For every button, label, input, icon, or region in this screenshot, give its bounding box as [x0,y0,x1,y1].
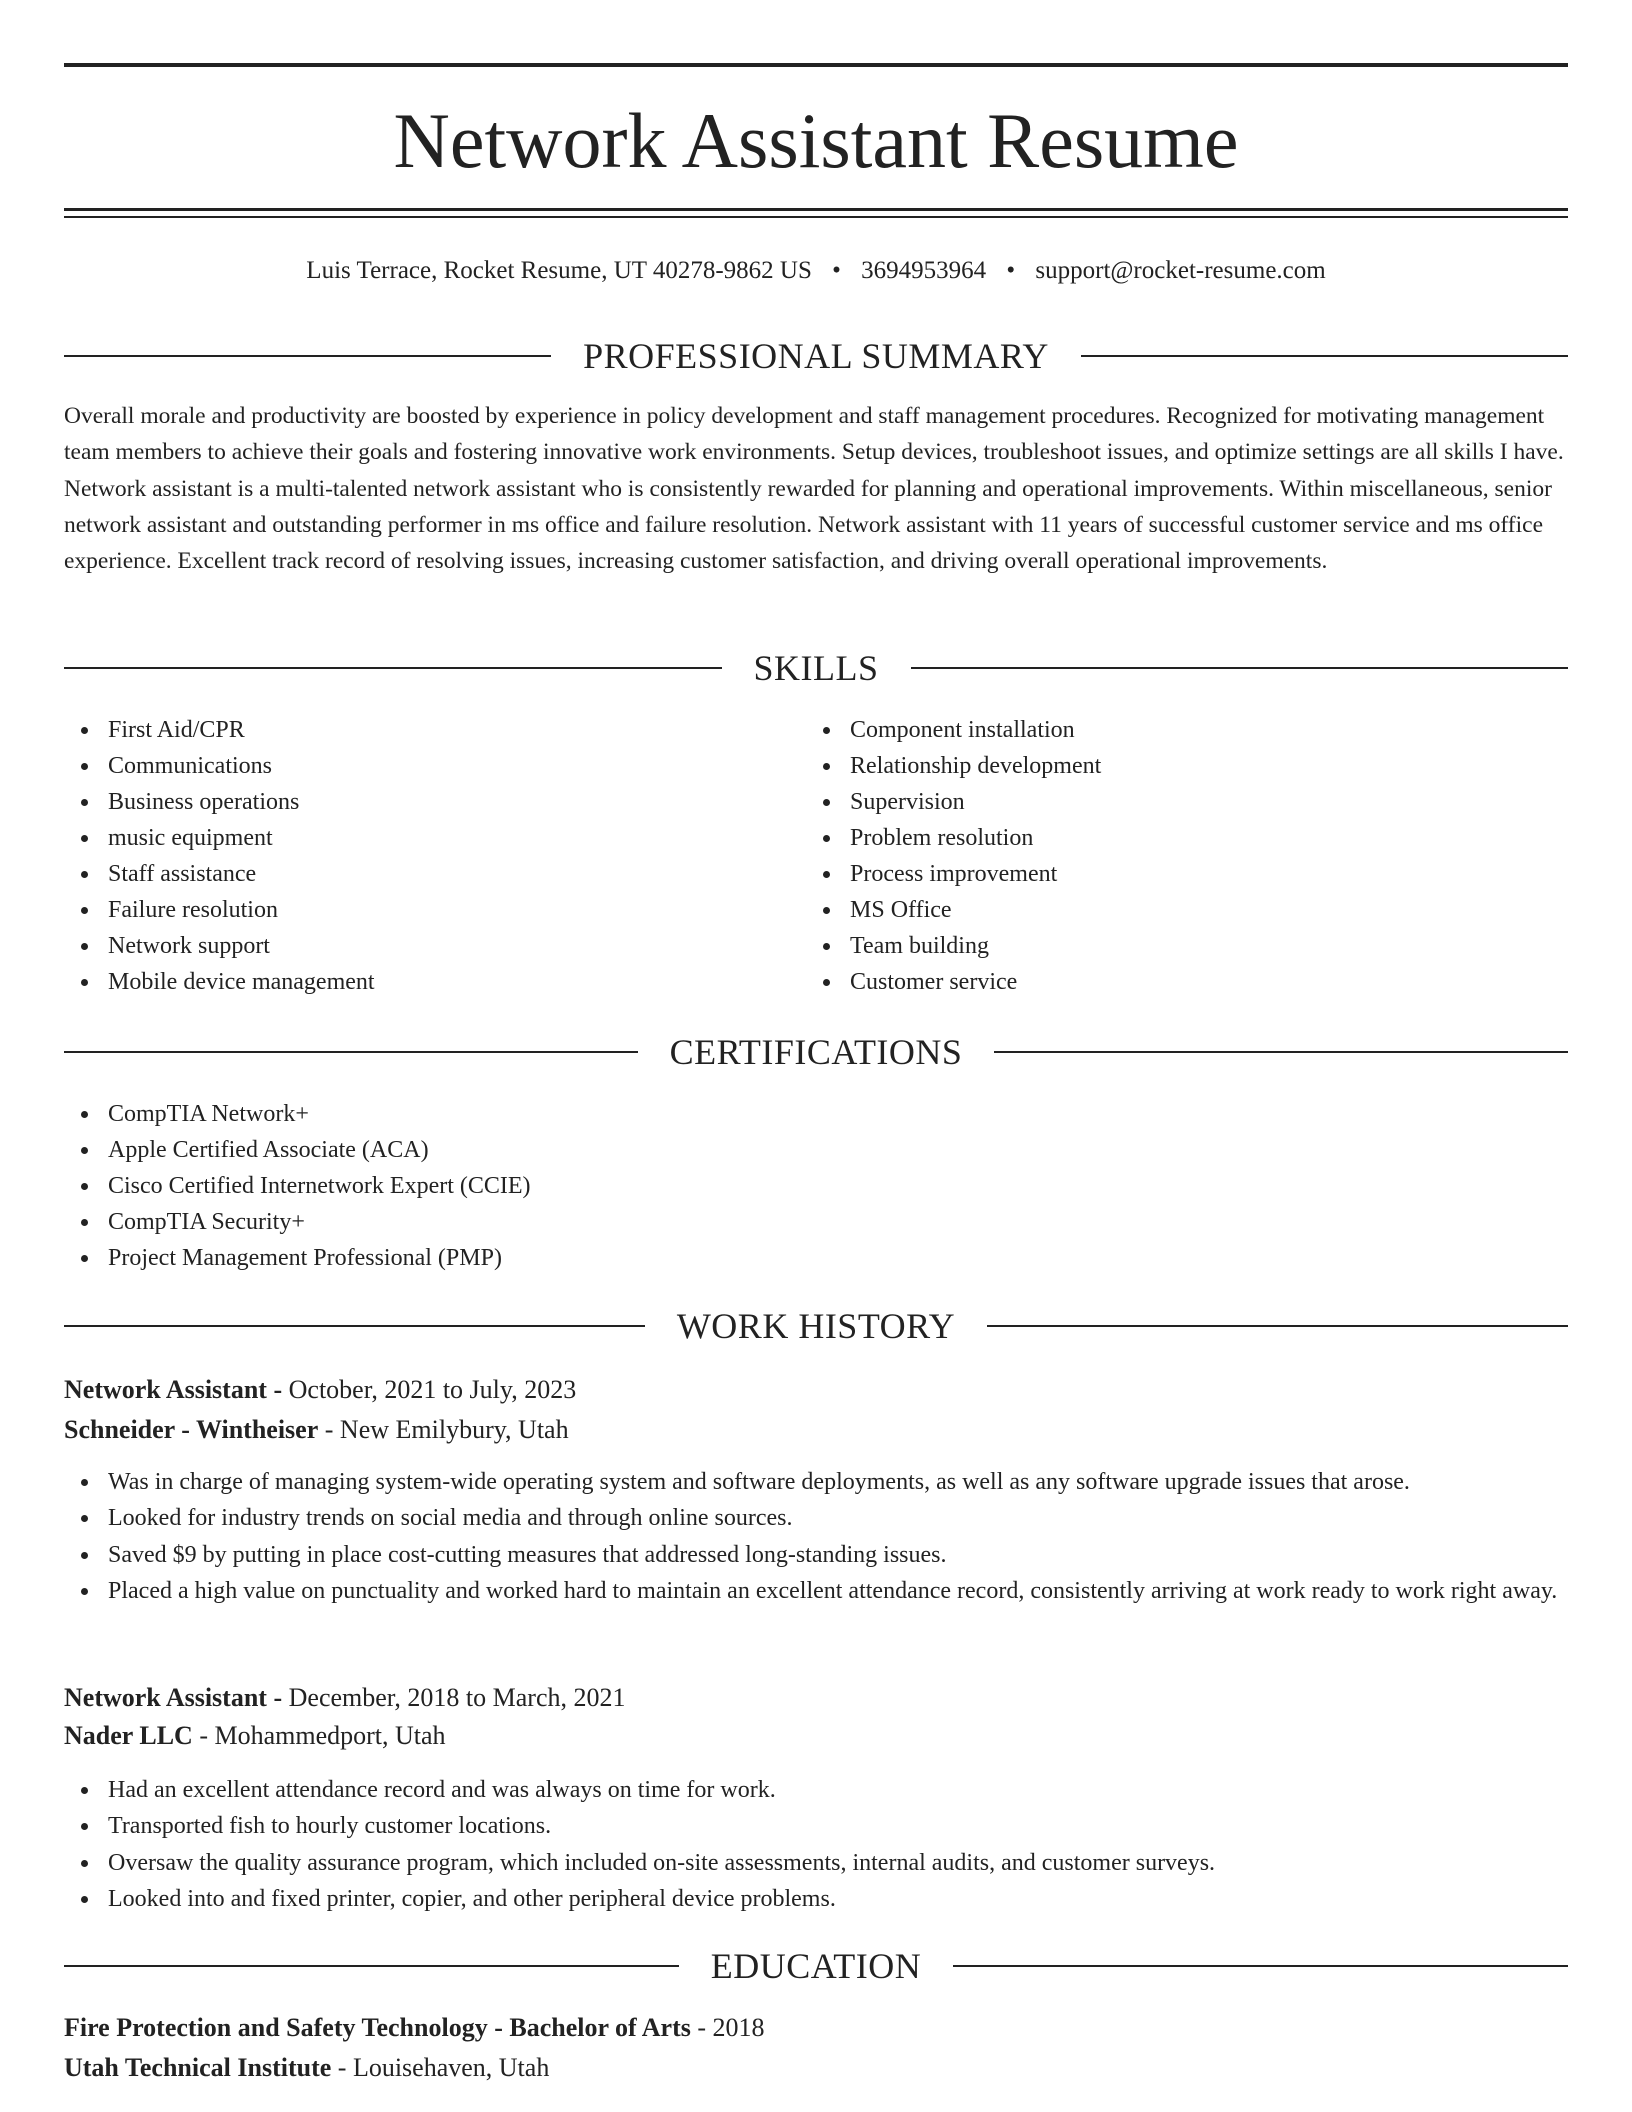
skills-list-left [64,712,784,1000]
skill-item: First Aid/CPR [64,712,784,748]
skill-item: music equipment [64,820,784,856]
section-heading-label: CERTIFICATIONS [669,1032,963,1072]
heading-rule-right [987,1325,1568,1327]
skill-item: Staff assistance [64,856,784,892]
skill-item: Component installation [806,712,1526,748]
heading-rule-left [64,1965,679,1967]
responsibility-item: Transported fish to hourly customer locations. [64,1808,1568,1844]
heading-rule-left [64,355,551,357]
education-year: 2018 [712,2013,765,2042]
contact-separator: • [832,257,841,284]
section-heading-certifications [64,1030,1568,1074]
skill-item: Team building [806,928,1526,964]
job-company: Nader LLC [64,1721,193,1750]
contact-email: support@rocket-resume.com [1035,257,1326,284]
skill-item: Process improvement [806,856,1526,892]
heading-rule-left [64,1051,638,1053]
job-responsibilities [64,1772,1568,1917]
job-title: Network Assistant [64,1375,267,1404]
education-degree-line: Fire Protection and Safety Technology - Bachelor of Arts - 2018 [64,2013,765,2042]
job-title-line: Network Assistant - December, 2018 to March, 2021 [64,1683,626,1712]
contact-separator: • [1006,257,1016,284]
section-heading-label: WORK HISTORY [676,1306,956,1346]
section-heading-work-history [64,1304,1568,1348]
job-dates: October, 2021 to July, 2023 [288,1375,577,1404]
heading-rule-right [994,1051,1568,1053]
skill-item: Business operations [64,784,784,820]
responsibility-item: Looked for industry trends on social media and through online sources. [64,1500,1568,1536]
heading-rule-right [911,667,1569,669]
job-location: Mohammedport, Utah [214,1721,446,1750]
education-school: Utah Technical Institute [64,2053,332,2082]
section-heading-summary [64,334,1568,378]
summary-text: Overall morale and productivity are boosted by experience in policy development and staff management procedures. Recognized for motivating management team members to achieve their goals and fostering innovative work environments. Setup devices, troubleshoot issues, and optimize settings are all skills I have. Network assistant is a multi-talented network assistant who is consistently rewarded for planning and operational improvements. Within miscellaneous, senior network assistant and outstanding performer in ms office and failure resolution. Network assistant with 11 years of successful customer service and ms office experience. Excellent track record of resolving issues, increasing customer satisfaction, and driving overall operational improvements. [64,403,1564,575]
header-bottom-rule-thin [64,216,1568,218]
section-heading-label: PROFESSIONAL SUMMARY [583,336,1049,376]
skill-item: Network support [64,928,784,964]
skill-item: Relationship development [806,748,1526,784]
heading-rule-right [1081,355,1568,357]
education-location: Louisehaven, Utah [352,2053,550,2082]
skill-item: Failure resolution [64,892,784,928]
responsibility-item: Had an excellent attendance record and was always on time for work. [64,1772,1568,1808]
job-company-line: Schneider - Wintheiser - New Emilybury, Utah [64,1415,569,1444]
skill-item: Customer service [806,964,1526,1000]
contact-line [64,254,1568,288]
section-heading-label: SKILLS [753,648,879,688]
responsibility-item: Was in charge of managing system-wide operating system and software deployments, as well as any software upgrade issues that arose. [64,1464,1568,1500]
job-company-line: Nader LLC - Mohammedport, Utah [64,1721,446,1750]
heading-rule-right [953,1965,1568,1967]
responsibility-item: Oversaw the quality assurance program, which included on-site assessments, internal audits, and customer surveys. [64,1845,1568,1881]
certification-item: CompTIA Network+ [64,1096,1568,1132]
section-heading-education [64,1944,1568,1988]
education-degree: Fire Protection and Safety Technology - Bachelor of Arts [64,2013,691,2042]
education-school-line: Utah Technical Institute - Louisehaven, Utah [64,2053,550,2082]
responsibility-item: Saved $9 by putting in place cost-cutting measures that addressed long-standing issues. [64,1537,1568,1573]
job-location: New Emilybury, Utah [339,1415,569,1444]
skill-item: MS Office [806,892,1526,928]
certification-item: Apple Certified Associate (ACA) [64,1132,1568,1168]
resume-title: Network Assistant Resume [393,97,1239,184]
certification-item: Cisco Certified Internetwork Expert (CCIE) [64,1168,1568,1204]
responsibility-item: Placed a high value on punctuality and worked hard to maintain an excellent attendance record, consistently arriving at work ready to work right away. [64,1573,1568,1609]
job-dates: December, 2018 to March, 2021 [288,1683,626,1712]
job-company: Schneider - Wintheiser [64,1415,319,1444]
job-responsibilities [64,1464,1568,1609]
job-title: Network Assistant [64,1683,267,1712]
heading-rule-left [64,667,722,669]
responsibility-item: Looked into and fixed printer, copier, and other peripheral device problems. [64,1881,1568,1917]
skill-item: Communications [64,748,784,784]
certification-item: CompTIA Security+ [64,1204,1568,1240]
certifications-list [64,1096,1568,1276]
skill-item: Mobile device management [64,964,784,1000]
section-heading-label: EDUCATION [710,1946,922,1986]
skill-item: Problem resolution [806,820,1526,856]
contact-phone: 3694953964 [861,257,987,284]
job-title-line: Network Assistant - October, 2021 to July, 2023 [64,1375,577,1404]
skills-list-right [806,712,1526,1000]
certification-item: Project Management Professional (PMP) [64,1240,1568,1276]
skill-item: Supervision [806,784,1526,820]
header-bottom-rule-thick [64,208,1568,211]
section-heading-skills [64,646,1568,690]
contact-address: Luis Terrace, Rocket Resume, UT 40278-9862 US [306,257,812,284]
heading-rule-left [64,1325,645,1327]
header-top-rule [64,63,1568,67]
